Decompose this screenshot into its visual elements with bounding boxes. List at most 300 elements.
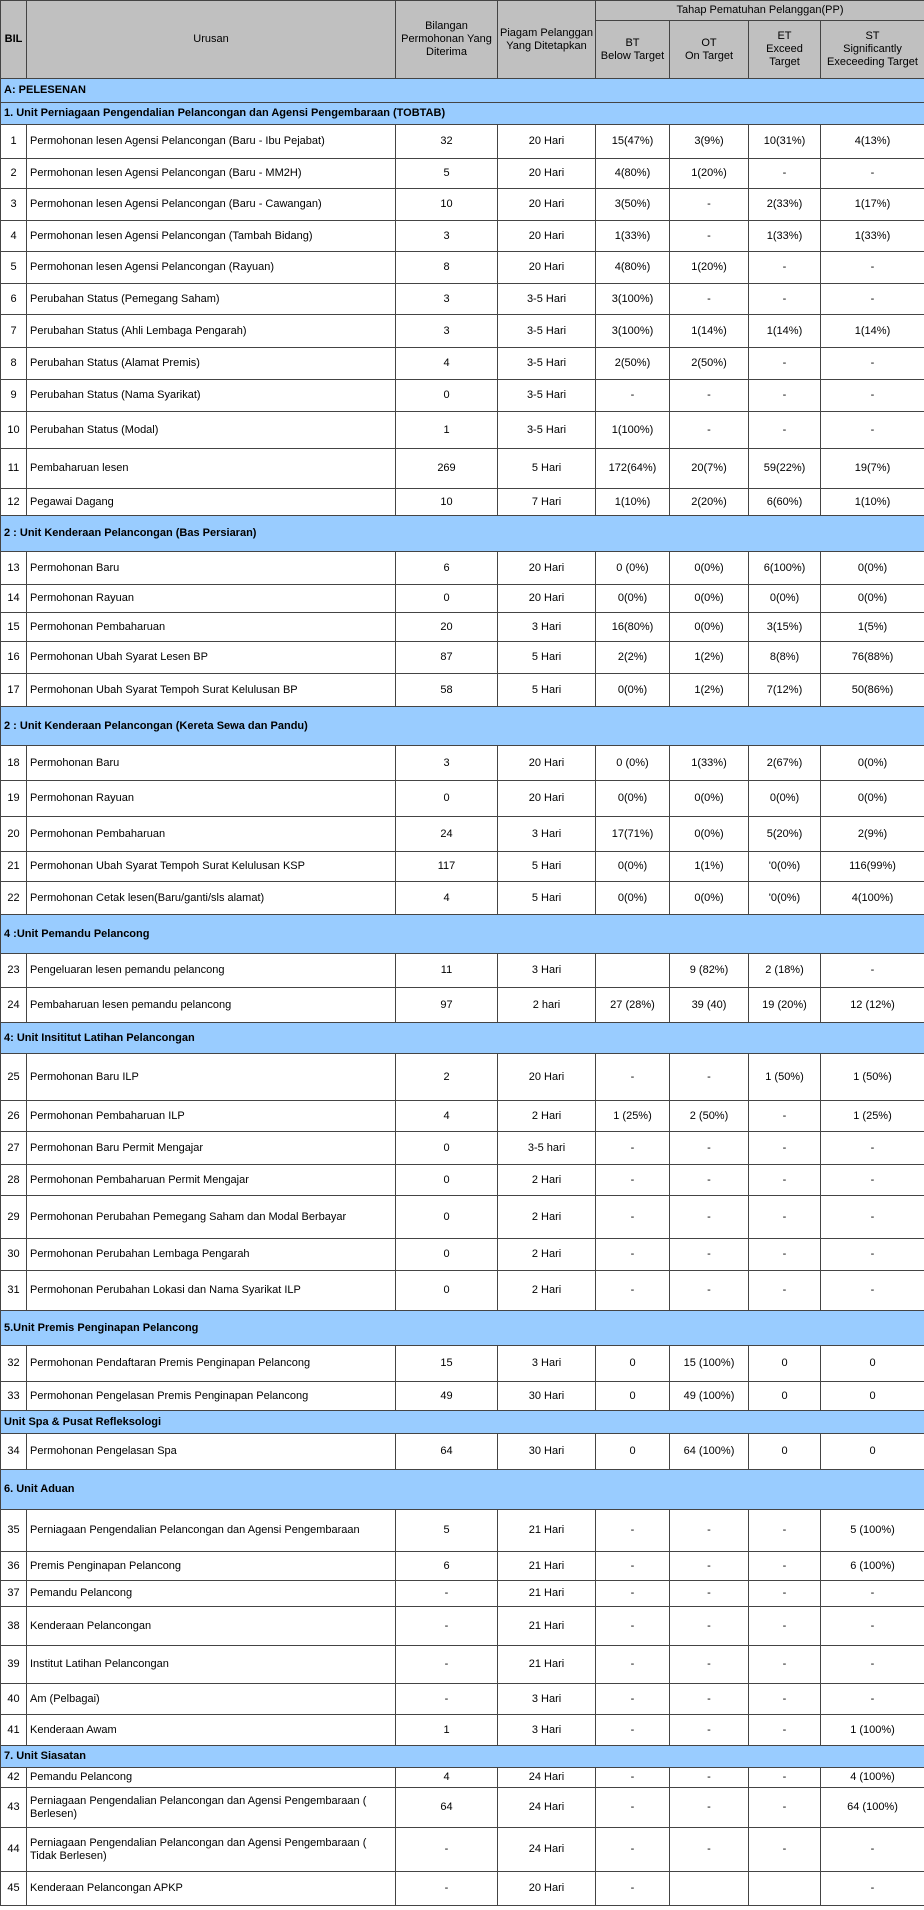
cell-urusan: Permohonan Pendaftaran Premis Penginapan Pelancong (27, 1346, 396, 1382)
cell-st: 64 (100%) (821, 1788, 924, 1828)
cell-bil: 13 (1, 552, 27, 585)
cell-bil: 21 (1, 852, 27, 882)
cell-bt: 0 (0%) (596, 552, 670, 585)
cell-bt: - (596, 1165, 670, 1196)
table-body (1, 79, 924, 1906)
cell-bt: - (596, 1552, 670, 1581)
cell-ot: - (670, 189, 749, 221)
cell-bil: 25 (1, 1054, 27, 1101)
cell-urusan: Permohonan Perubahan Pemegang Saham dan Modal Berbayar (27, 1196, 396, 1239)
cell-et: 3(15%) (749, 613, 821, 642)
section-row (1, 915, 924, 954)
cell-bt: 1(33%) (596, 221, 670, 252)
cell-et: - (749, 1132, 821, 1165)
section-label: 4: Unit Insititut Latihan Pelancongan (1, 1023, 924, 1054)
cell-bil: 44 (1, 1828, 27, 1872)
cell-urusan: Pengeluaran lesen pemandu pelancong (27, 954, 396, 988)
cell-ot: - (670, 221, 749, 252)
cell-bilangan: 10 (396, 489, 498, 516)
cell-piagam: 21 Hari (498, 1510, 596, 1552)
cell-bilangan: 0 (396, 380, 498, 412)
cell-st: 0 (821, 1382, 924, 1411)
table-row (1, 852, 924, 882)
cell-st: - (821, 1828, 924, 1872)
cell-et: 0(0%) (749, 781, 821, 817)
cell-bt: 3(100%) (596, 284, 670, 315)
cell-bilangan: 117 (396, 852, 498, 882)
cell-urusan: Permohonan lesen Agensi Pelancongan (Tambah Bidang) (27, 221, 396, 252)
cell-piagam: 7 Hari (498, 489, 596, 516)
table-row (1, 817, 924, 852)
cell-bil: 22 (1, 882, 27, 915)
cell-ot: - (670, 1828, 749, 1872)
cell-bil: 3 (1, 189, 27, 221)
cell-bilangan: 3 (396, 284, 498, 315)
cell-urusan: Pemandu Pelancong (27, 1768, 396, 1788)
cell-st: 2(9%) (821, 817, 924, 852)
cell-ot: - (670, 1768, 749, 1788)
table-header (1, 1, 924, 79)
cell-st: - (821, 1581, 924, 1607)
cell-urusan: Permohonan lesen Agensi Pelancongan (Baru - Cawangan) (27, 189, 396, 221)
cell-bilangan: 32 (396, 125, 498, 159)
cell-urusan: Permohonan Pembaharuan (27, 817, 396, 852)
table-row (1, 284, 924, 315)
table-row (1, 221, 924, 252)
cell-bilangan: 24 (396, 817, 498, 852)
cell-st: 50(86%) (821, 674, 924, 707)
cell-bilangan: - (396, 1607, 498, 1646)
cell-bil: 37 (1, 1581, 27, 1607)
cell-et: - (749, 1788, 821, 1828)
cell-bilangan: 5 (396, 1510, 498, 1552)
cell-bil: 34 (1, 1434, 27, 1470)
cell-piagam: 20 Hari (498, 1054, 596, 1101)
cell-bt: - (596, 1510, 670, 1552)
cell-urusan: Institut Latihan Pelancongan (27, 1646, 396, 1684)
section-row (1, 1411, 924, 1434)
cell-bilangan: 4 (396, 1101, 498, 1132)
header-bilangan: Bilangan Permohonan Yang Diterima (396, 1, 498, 79)
cell-et: - (749, 1828, 821, 1872)
cell-urusan: Permohonan Baru (27, 746, 396, 781)
cell-bt: 3(50%) (596, 189, 670, 221)
cell-ot: - (670, 284, 749, 315)
cell-et: 0 (749, 1434, 821, 1470)
cell-ot: 20(7%) (670, 449, 749, 489)
table-row (1, 125, 924, 159)
cell-st: 4(100%) (821, 882, 924, 915)
cell-piagam: 3-5 Hari (498, 380, 596, 412)
cell-st: - (821, 380, 924, 412)
section-label: A: PELESENAN (1, 79, 924, 103)
cell-bt: 15(47%) (596, 125, 670, 159)
cell-ot: - (670, 380, 749, 412)
cell-st: - (821, 252, 924, 284)
cell-bilangan: - (396, 1872, 498, 1906)
cell-bt: - (596, 1581, 670, 1607)
cell-ot: - (670, 1239, 749, 1271)
cell-et: - (749, 412, 821, 449)
cell-ot: - (670, 1132, 749, 1165)
section-row (1, 79, 924, 103)
cell-ot: 15 (100%) (670, 1346, 749, 1382)
cell-et: 1(33%) (749, 221, 821, 252)
cell-et: - (749, 1715, 821, 1746)
cell-bt: - (596, 1054, 670, 1101)
table-row (1, 1165, 924, 1196)
cell-bt (596, 954, 670, 988)
cell-piagam: 2 hari (498, 988, 596, 1023)
cell-urusan: Permohonan Rayuan (27, 781, 396, 817)
cell-ot (670, 1872, 749, 1906)
cell-urusan: Permohonan lesen Agensi Pelancongan (Rayuan) (27, 252, 396, 284)
cell-st: 1 (50%) (821, 1054, 924, 1101)
cell-et: - (749, 252, 821, 284)
cell-bt: 2(50%) (596, 348, 670, 380)
header-et-code: ET (777, 30, 792, 42)
cell-st: - (821, 348, 924, 380)
cell-st: - (821, 954, 924, 988)
cell-piagam: 2 Hari (498, 1196, 596, 1239)
table-row (1, 1768, 924, 1788)
header-ot-label: On Target (684, 49, 734, 62)
cell-bt: - (596, 1768, 670, 1788)
cell-bt: 1 (25%) (596, 1101, 670, 1132)
cell-bilangan: 0 (396, 1271, 498, 1311)
cell-bt: 0(0%) (596, 674, 670, 707)
cell-bil: 12 (1, 489, 27, 516)
cell-urusan: Permohonan Ubah Syarat Tempoh Surat Kelulusan BP (27, 674, 396, 707)
cell-et: - (749, 1768, 821, 1788)
cell-et: 10(31%) (749, 125, 821, 159)
cell-urusan: Perubahan Status (Nama Syarikat) (27, 380, 396, 412)
cell-bt: 0(0%) (596, 852, 670, 882)
cell-piagam: 5 Hari (498, 449, 596, 489)
cell-urusan: Permohonan Cetak lesen(Baru/ganti/sls alamat) (27, 882, 396, 915)
cell-piagam: 21 Hari (498, 1581, 596, 1607)
cell-st: - (821, 412, 924, 449)
cell-bt: 0(0%) (596, 585, 670, 613)
cell-bt: - (596, 1828, 670, 1872)
cell-bilangan: 10 (396, 189, 498, 221)
table-row (1, 252, 924, 284)
section-row (1, 516, 924, 552)
table-row (1, 348, 924, 380)
cell-bil: 18 (1, 746, 27, 781)
cell-ot: - (670, 1552, 749, 1581)
cell-ot: - (670, 1684, 749, 1715)
section-label: 2 : Unit Kenderaan Pelancongan (Bas Persiaran) (1, 516, 924, 552)
cell-bil: 19 (1, 781, 27, 817)
cell-st: 1(14%) (821, 315, 924, 348)
cell-st: 1(5%) (821, 613, 924, 642)
header-bil: BIL (1, 1, 27, 79)
cell-piagam: 21 Hari (498, 1552, 596, 1581)
cell-bt: - (596, 1684, 670, 1715)
cell-ot: - (670, 1788, 749, 1828)
cell-urusan: Pemandu Pelancong (27, 1581, 396, 1607)
cell-piagam: 5 Hari (498, 852, 596, 882)
cell-et: 0 (749, 1346, 821, 1382)
cell-st: 116(99%) (821, 852, 924, 882)
table-row (1, 1872, 924, 1906)
cell-bil: 33 (1, 1382, 27, 1411)
cell-ot: - (670, 1165, 749, 1196)
header-st (821, 21, 924, 79)
cell-ot: - (670, 412, 749, 449)
cell-st: - (821, 1872, 924, 1906)
cell-bt: 0 (596, 1382, 670, 1411)
cell-urusan: Permohonan Ubah Syarat Lesen BP (27, 642, 396, 674)
cell-bil: 41 (1, 1715, 27, 1746)
cell-bilangan: 269 (396, 449, 498, 489)
cell-st: 4 (100%) (821, 1768, 924, 1788)
table-row (1, 1715, 924, 1746)
table-row (1, 1607, 924, 1646)
cell-piagam: 20 Hari (498, 221, 596, 252)
table-row (1, 1132, 924, 1165)
cell-ot: 39 (40) (670, 988, 749, 1023)
cell-bt: 27 (28%) (596, 988, 670, 1023)
cell-bil: 6 (1, 284, 27, 315)
header-ot (670, 21, 749, 79)
cell-et: 0(0%) (749, 585, 821, 613)
table-row (1, 1054, 924, 1101)
table-row (1, 1434, 924, 1470)
cell-piagam: 21 Hari (498, 1646, 596, 1684)
cell-piagam: 2 Hari (498, 1239, 596, 1271)
cell-urusan: Perubahan Status (Alamat Premis) (27, 348, 396, 380)
cell-bil: 28 (1, 1165, 27, 1196)
cell-urusan: Permohonan Baru (27, 552, 396, 585)
cell-urusan: Permohonan Baru Permit Mengajar (27, 1132, 396, 1165)
table-row (1, 674, 924, 707)
cell-et: - (749, 1510, 821, 1552)
cell-et: - (749, 1581, 821, 1607)
table-row (1, 954, 924, 988)
cell-urusan: Am (Pelbagai) (27, 1684, 396, 1715)
cell-bil: 42 (1, 1768, 27, 1788)
cell-et: 1 (50%) (749, 1054, 821, 1101)
cell-et: 5(20%) (749, 817, 821, 852)
section-label: 6. Unit Aduan (1, 1470, 924, 1510)
cell-st: - (821, 1132, 924, 1165)
cell-bil: 11 (1, 449, 27, 489)
cell-st: - (821, 1239, 924, 1271)
cell-et: 6(100%) (749, 552, 821, 585)
cell-piagam: 3-5 Hari (498, 284, 596, 315)
cell-st: - (821, 284, 924, 315)
cell-bilangan: 4 (396, 1768, 498, 1788)
header-st-code: ST (865, 30, 880, 42)
cell-bt: - (596, 1872, 670, 1906)
cell-bil: 20 (1, 817, 27, 852)
cell-piagam: 3-5 Hari (498, 315, 596, 348)
cell-bt: 0(0%) (596, 882, 670, 915)
cell-bil: 29 (1, 1196, 27, 1239)
cell-et: 2 (18%) (749, 954, 821, 988)
cell-ot: - (670, 1607, 749, 1646)
section-row (1, 707, 924, 746)
cell-piagam: 20 Hari (498, 159, 596, 189)
section-label: 1. Unit Perniagaan Pengendalian Pelancongan dan Agensi Pengembaraan (TOBTAB) (1, 103, 924, 125)
table-row (1, 1346, 924, 1382)
cell-bil: 26 (1, 1101, 27, 1132)
cell-et: - (749, 1165, 821, 1196)
cell-bilangan: 4 (396, 882, 498, 915)
header-st-label-2: Execeeding Target (827, 56, 918, 68)
cell-bilangan: - (396, 1646, 498, 1684)
cell-urusan: Premis Penginapan Pelancong (27, 1552, 396, 1581)
cell-bil: 5 (1, 252, 27, 284)
cell-st: - (821, 1271, 924, 1311)
table-row (1, 1552, 924, 1581)
section-label: Unit Spa & Pusat Refleksologi (1, 1411, 924, 1434)
cell-et: - (749, 348, 821, 380)
cell-bt: - (596, 1715, 670, 1746)
cell-urusan: Perubahan Status (Pemegang Saham) (27, 284, 396, 315)
cell-bilangan: 4 (396, 348, 498, 380)
cell-bt: 4(80%) (596, 252, 670, 284)
cell-et: 0 (749, 1382, 821, 1411)
cell-bilangan: 3 (396, 315, 498, 348)
cell-bt: - (596, 380, 670, 412)
cell-bt: 0(0%) (596, 781, 670, 817)
cell-st: 1(33%) (821, 221, 924, 252)
table-row (1, 489, 924, 516)
cell-bilangan: 0 (396, 781, 498, 817)
cell-bt: 4(80%) (596, 159, 670, 189)
cell-bil: 30 (1, 1239, 27, 1271)
cell-piagam: 20 Hari (498, 746, 596, 781)
cell-bt: 0 (0%) (596, 746, 670, 781)
cell-st: - (821, 1196, 924, 1239)
table-row (1, 315, 924, 348)
cell-et: 7(12%) (749, 674, 821, 707)
cell-ot: 9 (82%) (670, 954, 749, 988)
cell-urusan: Perubahan Status (Ahli Lembaga Pengarah) (27, 315, 396, 348)
cell-piagam: 20 Hari (498, 252, 596, 284)
cell-bilangan: 0 (396, 1239, 498, 1271)
section-row (1, 1470, 924, 1510)
cell-piagam: 24 Hari (498, 1788, 596, 1828)
cell-et: - (749, 1684, 821, 1715)
cell-bil: 9 (1, 380, 27, 412)
table-row (1, 380, 924, 412)
cell-urusan: Permohonan Baru ILP (27, 1054, 396, 1101)
cell-piagam: 24 Hari (498, 1828, 596, 1872)
cell-bilangan: 64 (396, 1434, 498, 1470)
section-row (1, 1023, 924, 1054)
cell-bil: 17 (1, 674, 27, 707)
cell-et: 8(8%) (749, 642, 821, 674)
cell-st: - (821, 1646, 924, 1684)
cell-st: 5 (100%) (821, 1510, 924, 1552)
cell-ot: 2(50%) (670, 348, 749, 380)
cell-bilangan: 97 (396, 988, 498, 1023)
cell-st: 12 (12%) (821, 988, 924, 1023)
section-label: 2 : Unit Kenderaan Pelancongan (Kereta Sewa dan Pandu) (1, 707, 924, 746)
cell-st: 76(88%) (821, 642, 924, 674)
cell-ot: 0(0%) (670, 817, 749, 852)
cell-ot: - (670, 1196, 749, 1239)
cell-ot: - (670, 1581, 749, 1607)
cell-piagam: 20 Hari (498, 585, 596, 613)
table-row (1, 189, 924, 221)
section-row (1, 103, 924, 125)
cell-ot: 1(14%) (670, 315, 749, 348)
cell-ot: 1(33%) (670, 746, 749, 781)
cell-et: 19 (20%) (749, 988, 821, 1023)
cell-piagam: 20 Hari (498, 1872, 596, 1906)
cell-bt: - (596, 1239, 670, 1271)
cell-ot: 0(0%) (670, 585, 749, 613)
header-bt (596, 21, 670, 79)
cell-et: - (749, 380, 821, 412)
cell-st: 1 (25%) (821, 1101, 924, 1132)
cell-bil: 10 (1, 412, 27, 449)
cell-bil: 14 (1, 585, 27, 613)
cell-ot: 1(1%) (670, 852, 749, 882)
cell-urusan: Perniagaan Pengendalian Pelancongan dan Agensi Pengembaraan ( Berlesen) (27, 1788, 396, 1828)
cell-bil: 4 (1, 221, 27, 252)
cell-bil: 36 (1, 1552, 27, 1581)
table-row (1, 1788, 924, 1828)
cell-urusan: Permohonan Pengelasan Spa (27, 1434, 396, 1470)
cell-piagam: 3-5 Hari (498, 348, 596, 380)
cell-bil: 35 (1, 1510, 27, 1552)
cell-piagam: 3 Hari (498, 1715, 596, 1746)
section-label: 5.Unit Premis Penginapan Pelancong (1, 1311, 924, 1346)
cell-bil: 7 (1, 315, 27, 348)
cell-piagam: 3 Hari (498, 954, 596, 988)
cell-bil: 2 (1, 159, 27, 189)
cell-ot: 1(2%) (670, 674, 749, 707)
cell-bil: 16 (1, 642, 27, 674)
header-tahap: Tahap Pematuhan Pelanggan(PP) (596, 1, 924, 21)
cell-bilangan: - (396, 1581, 498, 1607)
table-row (1, 1271, 924, 1311)
cell-bt: 17(71%) (596, 817, 670, 852)
cell-ot: 1(2%) (670, 642, 749, 674)
cell-ot: - (670, 1054, 749, 1101)
cell-bt: 1(10%) (596, 489, 670, 516)
cell-bilangan: 2 (396, 1054, 498, 1101)
cell-piagam: 5 Hari (498, 882, 596, 915)
cell-urusan: Perniagaan Pengendalian Pelancongan dan Agensi Pengembaraan (27, 1510, 396, 1552)
cell-bilangan: 0 (396, 585, 498, 613)
cell-st: 4(13%) (821, 125, 924, 159)
cell-bil: 31 (1, 1271, 27, 1311)
cell-urusan: Permohonan Ubah Syarat Tempoh Surat Kelulusan KSP (27, 852, 396, 882)
cell-piagam: 21 Hari (498, 1607, 596, 1646)
cell-bt: - (596, 1196, 670, 1239)
cell-bilangan: 58 (396, 674, 498, 707)
cell-et: '0(0%) (749, 852, 821, 882)
cell-ot: - (670, 1271, 749, 1311)
cell-piagam: 20 Hari (498, 552, 596, 585)
cell-ot: - (670, 1715, 749, 1746)
cell-ot: 49 (100%) (670, 1382, 749, 1411)
cell-bil: 39 (1, 1646, 27, 1684)
cell-bilangan: 1 (396, 1715, 498, 1746)
cell-ot: 2 (50%) (670, 1101, 749, 1132)
cell-bilangan: 15 (396, 1346, 498, 1382)
cell-et: - (749, 1646, 821, 1684)
cell-urusan: Permohonan Perubahan Lembaga Pengarah (27, 1239, 396, 1271)
table-row (1, 159, 924, 189)
